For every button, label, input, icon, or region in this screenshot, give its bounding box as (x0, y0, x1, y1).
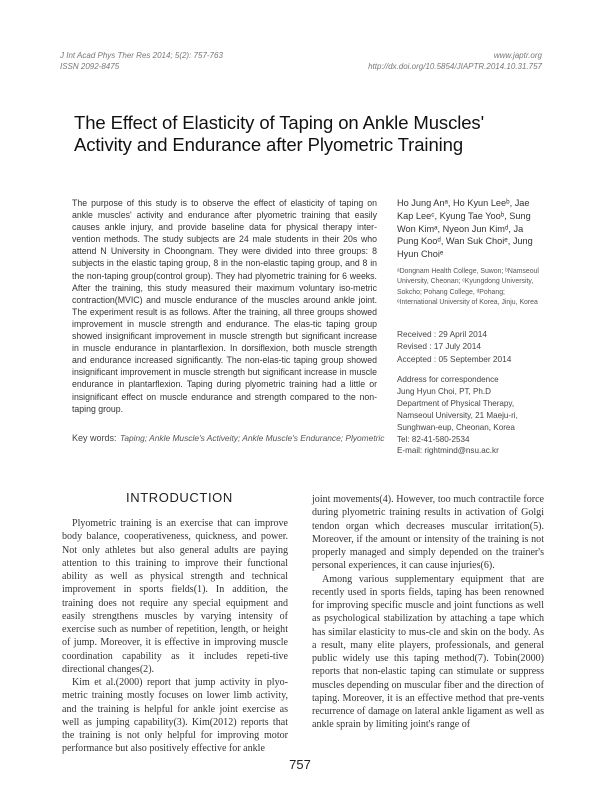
intro-paragraph: Among various supplementary equipment that are recently used in sports fields, taping has been renowned for improving specific muscle and joint functions as well as psychological stabilization by attaching a tape which has similar elasticity to mus-cle and skin on the body. As a result, many elite players, professionals, and general public widely use this taping method(7). Tobin(2000) reports that non-elastic taping can stimulate or suppress muscles depending on muscular fiber and the direction of taping. Moreover, it is an effective method that pre-vents recurrence of damage on lateral ankle ligament as well as ankle sprain by limiting joint's range of (312, 573, 544, 731)
intro-paragraph: Kim et al.(2000) report that jump activity in plyo-metric training mostly focuses on lower limb activity, and the training is helpful for ankle joint exercise as well as jumping capability(3). Kim(2012) reports that the training is not only helpful for improving motor performance but also positively effective for ankle (62, 677, 288, 755)
running-header-left (60, 50, 223, 72)
author-list: Ho Jung Anᵃ, Ho Kyun Leeᵇ, Jae Kap Leeᶜ, Kyung Tae Yooᵇ, Sung Won Kimᵃ, Nyeon Jun Kimᵈ, Ja Pung Kooᵈ, Wan Suk Choiᵉ, Jung Hyun Choiᵉ (397, 198, 533, 260)
correspondence-name: Jung Hyun Choi, PT, Ph.D (397, 386, 492, 396)
correspondence-address-1: Namseoul University, 21 Maeju-ri, (397, 410, 518, 420)
issn: ISSN 2092-8475 (60, 62, 120, 71)
running-header-right (368, 50, 542, 72)
page-number: 757 (289, 757, 311, 772)
introduction-heading: INTRODUCTION (126, 490, 233, 505)
author-affiliations: ᵃDongnam Health College, Suwon; ᵇNamseoul University, Cheonan; ᶜKyungdong University, Sokcho; Pohang College, ᵈPohang; ᵉInternational University of Korea, Jinju, Korea (397, 268, 539, 307)
correspondence-heading: Address for correspondence (397, 375, 499, 384)
journal-citation: J Int Acad Phys Ther Res 2014; 5(2): 757-763 (60, 51, 223, 60)
article-title: The Effect of Elasticity of Taping on Ankle Muscles' Activity and Endurance after Plyometric Training (74, 112, 485, 155)
correspondence-address-2: Sunghwan-eup, Cheonan, Korea (397, 422, 515, 432)
revised-date: Revised : 17 July 2014 (397, 341, 481, 352)
received-date: Received : 29 April 2014 (397, 329, 487, 339)
correspondence-dept: Department of Physical Therapy, (397, 398, 515, 408)
correspondence-block (397, 374, 545, 457)
body-column-left (62, 517, 288, 756)
doi-link[interactable]: http://dx.doi.org/10.5854/JIAPTR.2014.10.31.757 (368, 62, 542, 71)
correspondence-tel: Tel: 82-41-580-2534 (397, 434, 470, 444)
article-dates (397, 328, 545, 365)
body-column-right (312, 493, 544, 732)
journal-website[interactable]: www.japtr.org (493, 51, 542, 60)
abstract: The purpose of this study is to observe the effect of elasticity of taping on ankle muscles' activity and endurance after plyometric training that easily causes ankle injury, and provide baseline data for physical therapy inter-vention methods. The study subjects are 24 male students in their 20s who attend N University in Choongnam. They were divided into three groups: 8 subjects in the elastic taping group, 8 in the non-elastic taping group, and 8 in the non-taping group(control group). They had plyometric training for 6 weeks. After the training, this study measured their maximum voluntary iso-metric contraction(MVIC) and muscle endurance of the muscles around ankle joint. The experiment result is as follows. After the training, all three groups showed improvement in muscle strength and endurance. The elas-tic taping group showed insignificant improvement in muscle strength but significant increase in muscle endurance in plantarflexion. In dorsiflexion, both muscle strength and endurance increased significantly. The non-elas-tic taping group showed insignificant improvement in muscle strength but significant increase in muscle endurance in plantarflexion. Taping during plyometric training had a little or insignificant effect on muscle endurance and strength compared to the non-taping group. (72, 198, 377, 414)
keywords-text: Taping; Ankle Muscle's Activeity; Ankle Muscle's Endurance; Plyometric (120, 433, 385, 443)
accepted-date: Accepted : 05 September 2014 (397, 353, 512, 364)
intro-paragraph: joint movements(4). However, too much contractile force during plyometric training results in activation of Golgi tendon organ which decreases muscular irritation(5). Moreover, if the amount or intensity of the training is not properly managed and simply depended on the trainer's personal experiences, it can cause injuries(6). (312, 494, 544, 572)
keywords-label: Key words: (72, 433, 117, 443)
intro-paragraph: Plyometric training is an exercise that can improve body balance, cooperativeness, quickness, and power. Not only athletes but also general adults are paying attention to this training to improve their functional ability as well as physical strength and technical improvement in sports fields(1). In addition, the training does not require any special equipment and easily strengthens muscles by varying intensity of exercise such as number of repetition, length, or height of jump. Moreover, it is effective in improving muscle coordination capability as it includes repeti-tive directional changes(2). (62, 518, 288, 675)
correspondence-email[interactable]: E-mail: rightmind@nsu.ac.kr (397, 446, 499, 456)
